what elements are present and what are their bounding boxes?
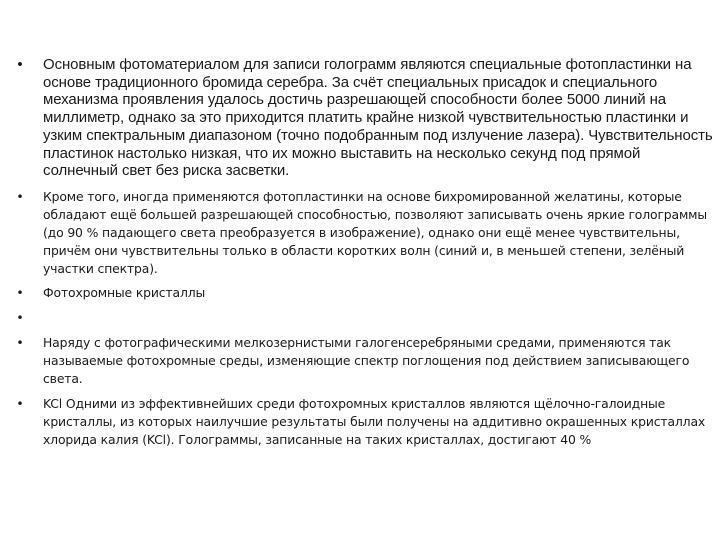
bullet-text: Наряду с фотографическими мелкозернистыми галогенсеребряными средами, применяются так называемые фотохромные среды, изменяющие спектр поглощения под действием записывающего света. — [43, 335, 690, 387]
bullet-item-silver-bromide-plates — [14, 56, 714, 180]
bullet-item-empty — [14, 309, 714, 327]
bullet-marker: • — [17, 56, 23, 73]
bullet-marker: • — [16, 396, 24, 412]
bullet-text: Кроме того, иногда применяются фотопластинки на основе бихромированной желатины, которые обладают ещё большей разрешающей способностью, позволяют записывать очень яркие голограммы (до 90 % падающего света преобразуется в изображение), однако они ещё менее чувствительны, причём они чувствительны только в области коротких волн (синий и, в меньшей степени, зелёный участки спектра). — [43, 188, 707, 276]
bullet-marker: • — [16, 335, 24, 351]
bullet-marker: • — [16, 310, 24, 326]
bullet-item-bichromated-gelatin — [14, 188, 714, 278]
bullet-list — [14, 56, 714, 449]
bullet-marker: • — [16, 188, 24, 204]
bullet-item-photochromic-crystals-heading — [14, 284, 714, 302]
bullet-text: Фотохромные кристаллы — [43, 285, 206, 301]
bullet-marker: • — [16, 285, 24, 301]
bullet-item-kcl-crystals — [14, 395, 714, 449]
bullet-text: KCl Одними из эффективнейших среди фотохромных кристаллов являются щёлочно-галоидные кристаллы, из которых наилучшие результаты были получены на аддитивно окрашенных кристаллах хлорида калия (KCl). Голограммы, записанные на таких кристаллах, достигают 40 % — [43, 396, 706, 447]
bullet-item-photochromic-media — [14, 334, 714, 388]
bullet-text: Основным фотоматериалом для записи голограмм являются специальные фотопластинки на основе традиционного бромида серебра. За счёт специальных присадок и специального механизма проявления удалось достичь разрешающей способности более 5000 линий на миллиметр, однако за это приходится платить крайне низкой чувствительностью пластинки и узким спектральным диапазоном (точно подобранным под излучение лазера). Чувствительность пластинок настолько низкая, что их можно выставить на несколько секунд под прямой солнечный свет без риска засветки. — [43, 56, 713, 180]
